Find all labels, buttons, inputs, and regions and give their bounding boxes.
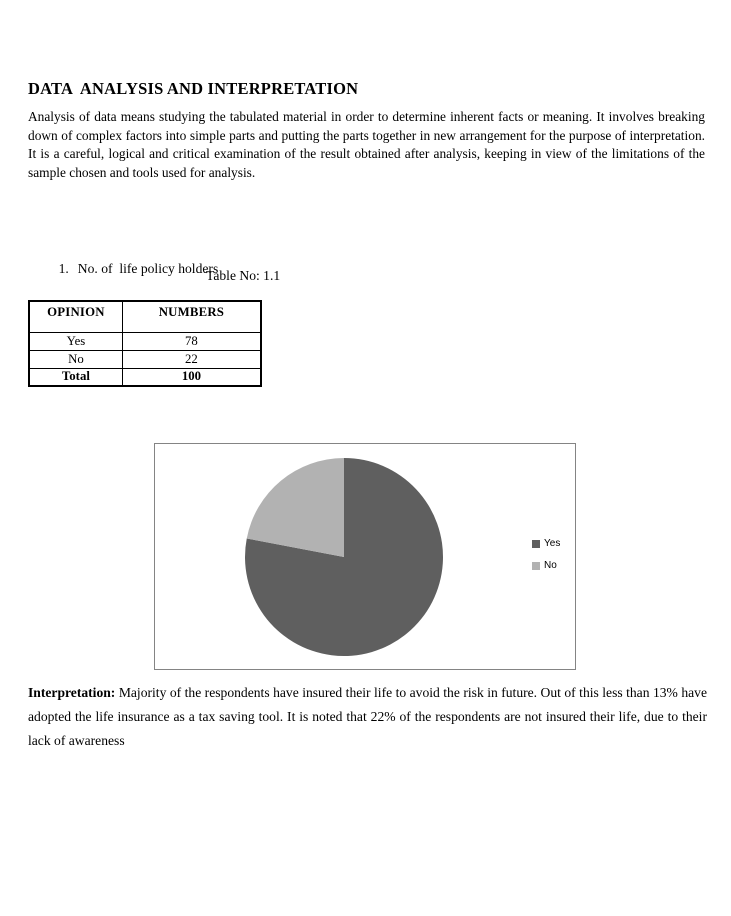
cell-numbers-no: 22: [122, 350, 261, 368]
table-row-no: [29, 350, 261, 368]
pie-chart-frame: [154, 443, 576, 670]
list-item-number: 1.: [58, 261, 69, 276]
table-row-total: [29, 368, 261, 386]
cell-opinion-no: No: [29, 350, 122, 368]
cell-opinion-yes: Yes: [29, 332, 122, 350]
table-header-opinion: OPINION: [29, 301, 122, 332]
intro-paragraph: Analysis of data means studying the tabulated material in order to determine inherent facts or meaning. It involves breaking down of complex factors into simple parts and putting the parts together in new arrangement for the purpose of interpretation. It is a careful, logical and critical examination of the result obtained after analysis, keeping in view of the limitations of the sample chosen and tools used for analysis.: [28, 109, 705, 180]
page-title: DATA ANALYSIS AND INTERPRETATION: [28, 79, 359, 98]
pie-chart: [155, 444, 575, 669]
table-row-yes: [29, 332, 261, 350]
list-item-text: No. of life policy holders: [77, 261, 219, 276]
cell-opinion-total: Total: [29, 368, 122, 386]
legend-item-yes: [532, 538, 560, 549]
chart-legend: [532, 538, 560, 582]
table-caption: Table No: 1.1: [206, 268, 281, 283]
interpretation-label: Interpretation:: [28, 685, 116, 700]
legend-label-no: No: [544, 560, 557, 571]
list-item-policy-holders: [45, 245, 218, 293]
interpretation-paragraph: [28, 681, 707, 753]
table-header-row: [29, 301, 261, 332]
cell-numbers-yes: 78: [122, 332, 261, 350]
interpretation-text: Majority of the respondents have insured their life to avoid the risk in future. Out of this less than 13% have adopted the life insurance as a tax saving tool. It is noted that 22% of the respondents are not insured their life, due to their lack of awareness: [28, 685, 707, 748]
legend-label-yes: Yes: [544, 538, 561, 549]
legend-swatch-no: [532, 562, 540, 570]
opinion-table: [28, 300, 262, 387]
cell-numbers-total: 100: [122, 368, 261, 386]
legend-swatch-yes: [532, 540, 540, 548]
table-header-numbers: NUMBERS: [122, 301, 261, 332]
legend-item-no: [532, 560, 560, 571]
